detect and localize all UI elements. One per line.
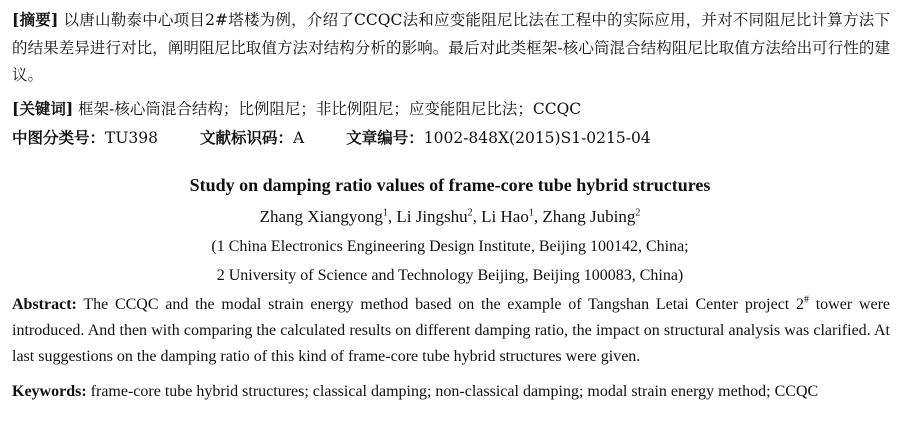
en-abstract-text-1: The CCQC and the modal strain energy method based on the example of Tangshan Letai Center project 2	[83, 296, 804, 313]
zh-keywords	[12, 95, 890, 124]
clc-value: TU398	[105, 129, 159, 147]
en-keywords-text: frame-core tube hybrid structures; classical damping; non-classical damping; modal strain energy method; CCQC	[90, 383, 819, 400]
en-keywords-label: Keywords:	[12, 383, 87, 400]
affiliation-2: 2 University of Science and Technology Beijing, Beijing 100083, China)	[216, 267, 684, 284]
en-abstract-sup: #	[804, 294, 809, 306]
en-authors: Zhang Xiangyong$^1$, Li Jingshu$^2$, Li Hao$^1$, Zhang Jubing$^2$	[259, 207, 641, 226]
article-no-value: 1002-848X(2015)S1-0215-04	[423, 129, 651, 147]
en-abstract	[12, 292, 890, 370]
author-affiliation-mark: 1	[382, 207, 388, 219]
article-no-label: 文章编号：	[346, 128, 424, 147]
author-affiliation-mark: 1	[528, 207, 534, 219]
author-affiliation-mark: 2	[467, 207, 473, 219]
zh-abstract-label: [摘要]	[12, 10, 59, 29]
en-keywords	[12, 379, 890, 405]
en-abstract-text-2: tower were introduced. And then with comparing the calculated results on different damping ratio, the impact on structural analysis was clarified. At last suggestions on the damping ratio of this kind of frame-core tube hybrid structures were given.	[12, 296, 890, 365]
zh-keywords-label: [关键词]	[12, 99, 74, 118]
author-name: Li Hao	[481, 207, 529, 226]
zh-abstract-text: 以唐山勒泰中心项目2#塔楼为例，介绍了CCQC法和应变能阻尼比法在工程中的实际应用，并对不同阻尼比计算方法下的结果差异进行对比，阐明阻尼比取值方法对结构分析的影响。最后对此类框架-核心筒混合结构阻尼比取值方法给出可行性的建议。	[12, 11, 891, 84]
author-name: Zhang Xiangyong	[259, 207, 383, 226]
author-name: Li Jingshu	[396, 207, 468, 226]
author-name: Zhang Jubing	[542, 207, 636, 226]
clc-label: 中图分类号：	[12, 128, 106, 147]
zh-classification-line	[12, 124, 890, 153]
zh-keywords-text: 框架-核心筒混合结构；比例阻尼；非比例阻尼；应变能阻尼比法；CCQC	[78, 100, 582, 118]
en-abstract-label: Abstract:	[12, 296, 77, 313]
affiliation-1: (1 China Electronics Engineering Design Institute, Beijing 100142, China;	[211, 238, 689, 255]
doc-code-label: 文献标识码：	[200, 128, 294, 147]
doc-code-value: A	[293, 129, 305, 147]
zh-abstract	[12, 6, 890, 90]
author-affiliation-mark: 2	[635, 207, 641, 219]
en-title: Study on damping ratio values of frame-core tube hybrid structures	[189, 175, 711, 195]
